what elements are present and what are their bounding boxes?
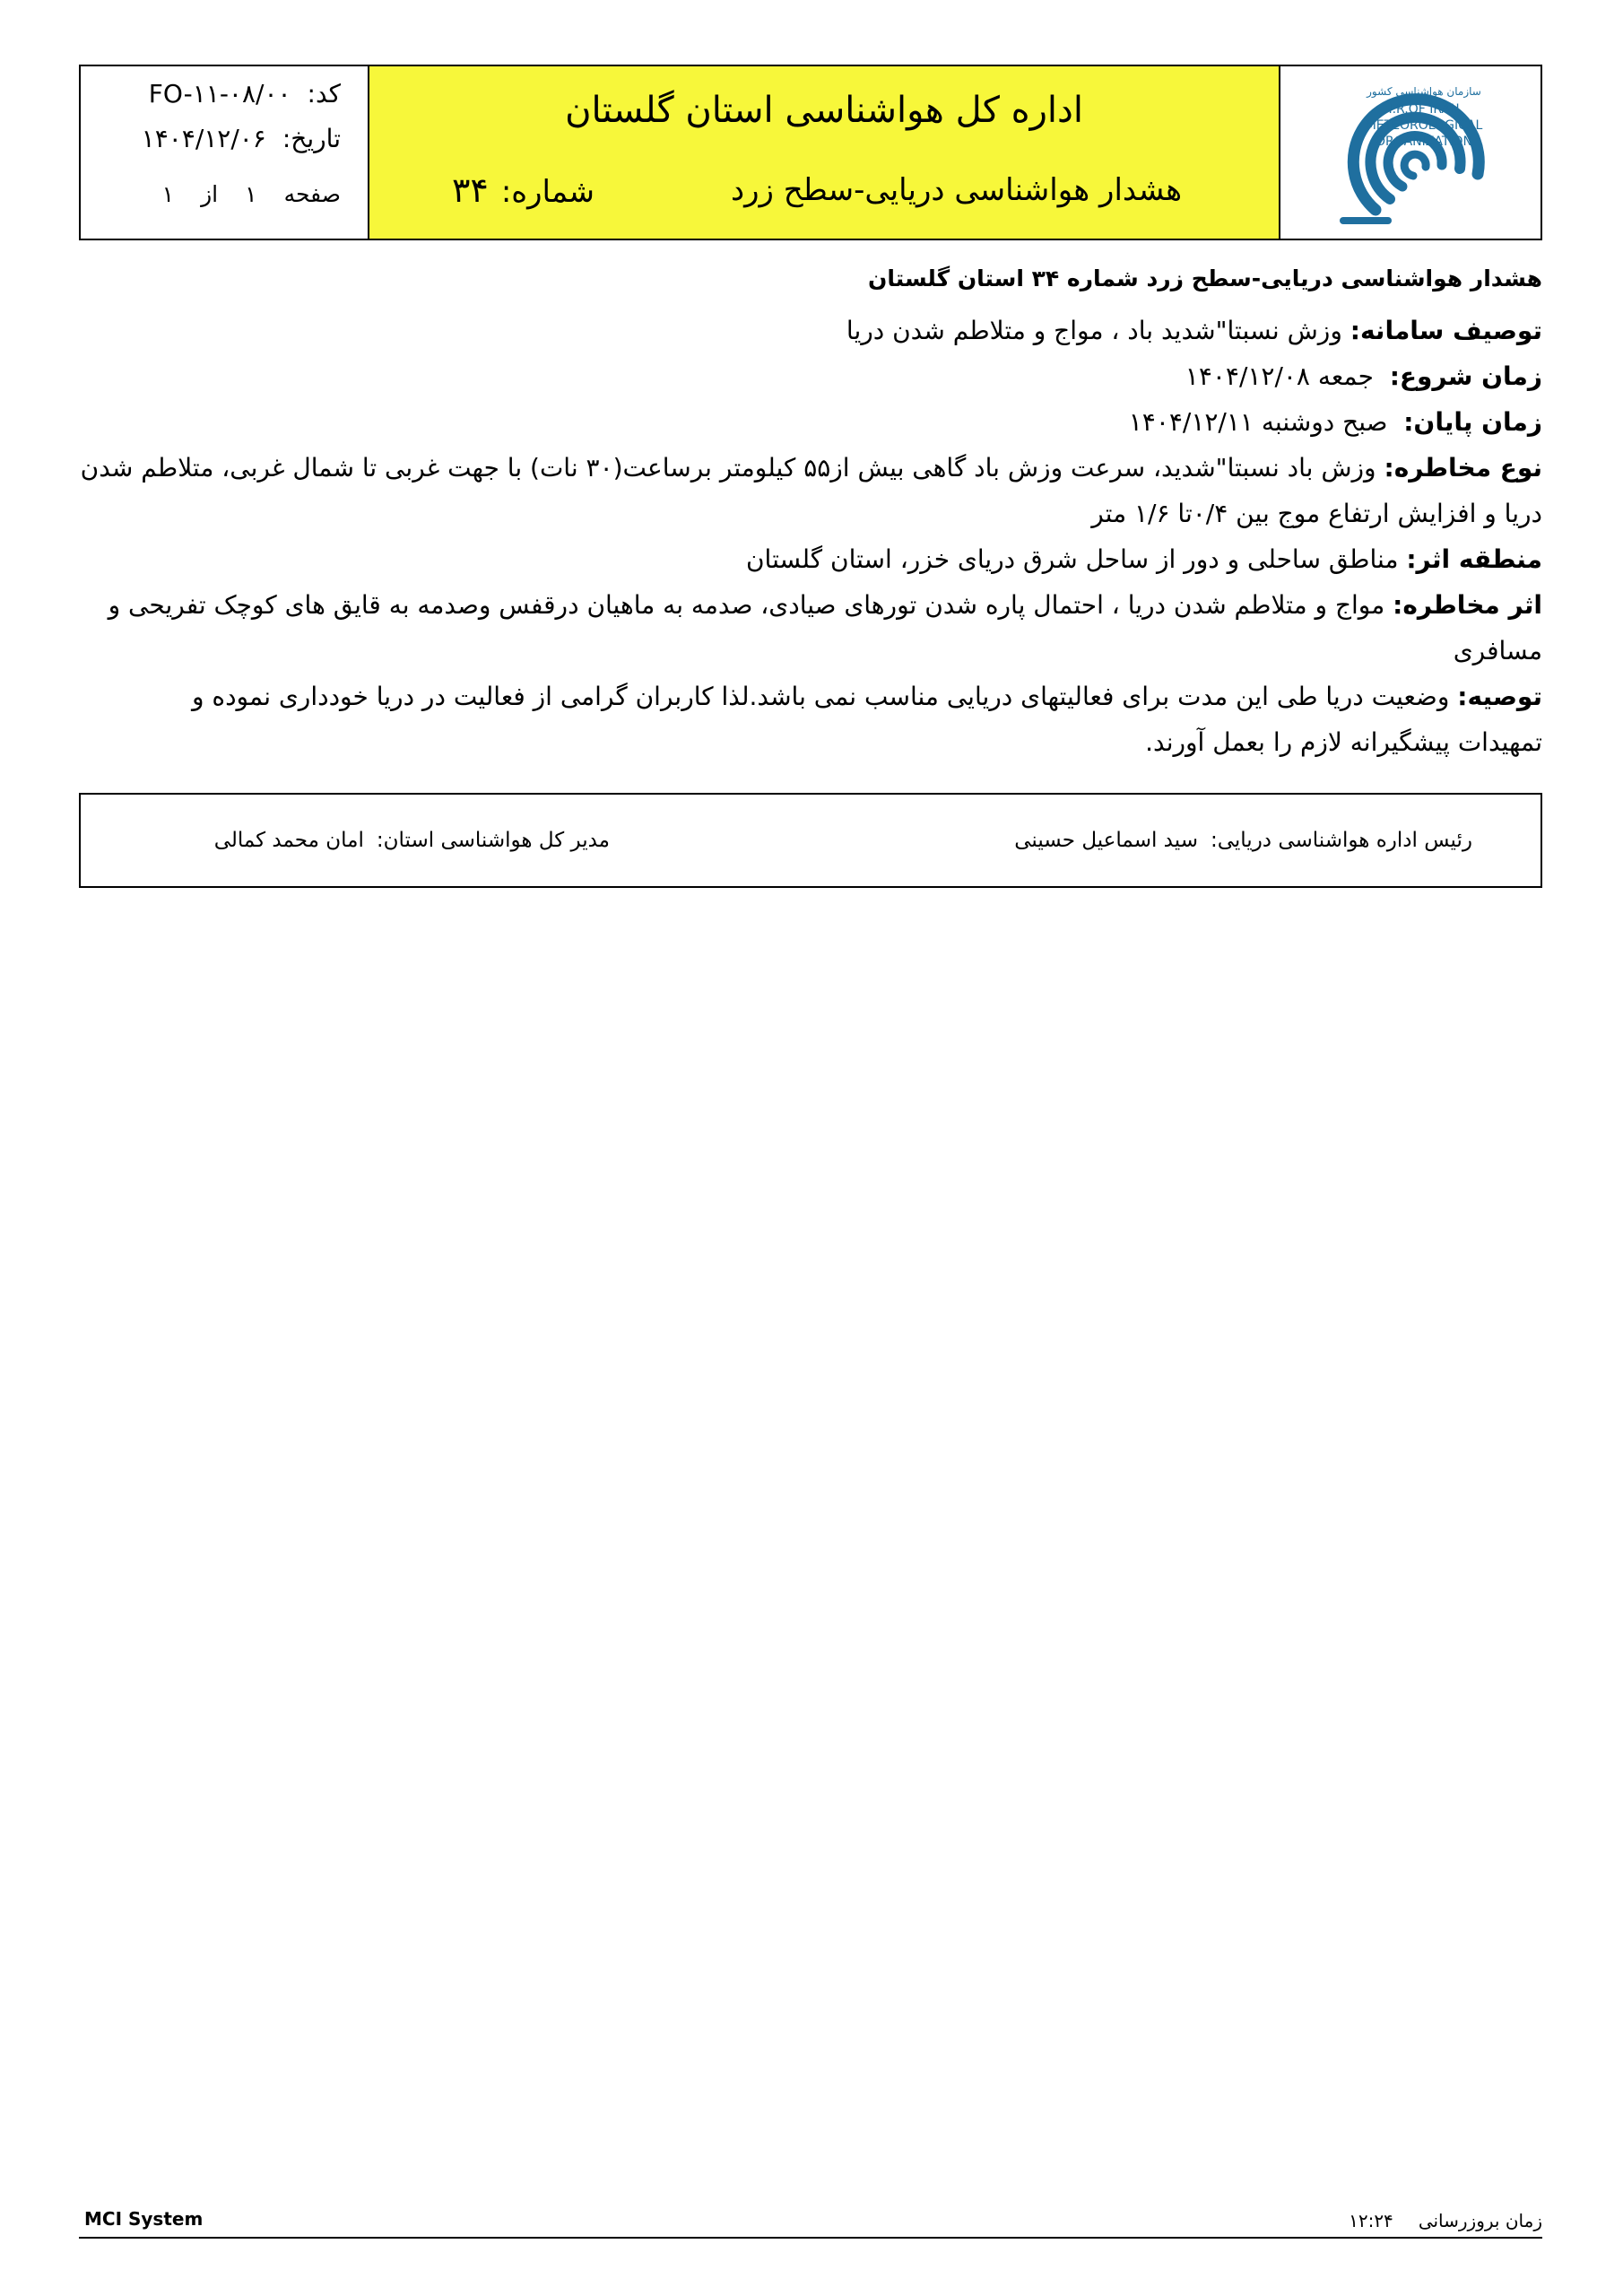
form-code-label: کد: <box>307 79 341 109</box>
system-description <box>79 308 1542 353</box>
form-meta-cell <box>81 66 369 239</box>
end-label: زمان پایان: <box>1403 407 1542 437</box>
advice <box>133 674 1542 765</box>
update-label: زمان بروزرسانی <box>1418 2210 1542 2231</box>
area-label: منطقه اثر: <box>1406 544 1542 574</box>
title-cell <box>369 66 1280 239</box>
system-text: وزش نسبتا"شدید باد ، مواج و متلاطم شدن دریا <box>846 316 1342 345</box>
page-indicator <box>135 181 341 207</box>
number-value: ۳۴ <box>452 170 489 210</box>
org-title: اداره کل هواشناسی استان گلستان <box>565 90 1083 131</box>
page-current: ۱ <box>245 181 257 207</box>
effect-label: اثر مخاطره: <box>1393 590 1542 620</box>
page-total: ۱ <box>161 181 175 207</box>
effect-text: مواج و متلاطم شدن دریا ، احتمال پاره شدن تورهای صیادی، صدمه به ماهیان درقفس وصدمه به قایق های کوچک تفریحی و مسافری <box>108 590 1542 665</box>
start-text: جمعه ۱۴۰۴/۱۲/۰۸ <box>1185 361 1374 391</box>
end-time <box>79 399 1542 445</box>
hazard-label: نوع مخاطره: <box>1384 453 1542 483</box>
impact-area <box>79 536 1542 582</box>
page-of: از <box>201 181 219 207</box>
footer-update-time <box>1349 2210 1542 2231</box>
document-heading: هشدار هواشناسی دریایی-سطح زرد شماره ۳۴ استان گلستان <box>868 265 1542 291</box>
form-date-value: ۱۴۰۴/۱۲/۰۶ <box>141 124 266 153</box>
footer-divider <box>79 2237 1542 2239</box>
logo-line-3: ORGANIZATION <box>1375 135 1473 149</box>
area-text: مناطق ساحلی و دور از ساحل شرق دریای خزر، استان گلستان <box>745 544 1399 574</box>
warning-title: هشدار هواشناسی دریایی-سطح زرد <box>730 172 1182 208</box>
hazard-effect <box>34 582 1542 674</box>
warning-body <box>79 260 1542 765</box>
update-time: ۱۲:۲۴ <box>1349 2210 1393 2231</box>
marine-head-name: سید اسماعیل حسینی <box>1014 829 1198 852</box>
marine-head-label: رئیس اداره هواشناسی دریایی: <box>1210 829 1472 852</box>
logo-line-1: I.R.OF IRAN <box>1388 102 1460 117</box>
director-signature <box>214 829 610 852</box>
director-label: مدیر کل هواشناسی استان: <box>376 829 610 852</box>
form-date <box>142 124 341 153</box>
advice-text: وضعیت دریا طی این مدت برای فعالیتهای دریایی مناسب نمی باشد.لذا کاربران گرامی از فعالیت در دریا خودداری نموده و تمهیدات پیشگیرانه لازم را بعمل آورند. <box>191 682 1542 757</box>
end-text: صبح دوشنبه ۱۴۰۴/۱۲/۱۱ <box>1128 407 1388 437</box>
signature-box <box>79 793 1542 888</box>
form-code <box>149 79 341 109</box>
number-label: شماره: <box>500 174 595 210</box>
hazard-text: وزش باد نسبتا"شدید، سرعت وزش باد گاهی بیش از۵۵ کیلومتر برساعت(۳۰ نات) با جهت غربی تا شمال غربی، متلاطم شدن دریا و افزایش ارتفاع موج بین ۰/۴تا ۱/۶ متر <box>80 453 1542 528</box>
hazard-type <box>79 445 1542 536</box>
form-date-label: تاریخ: <box>282 124 341 153</box>
advice-label: توصیه: <box>1457 682 1542 711</box>
page-label: صفحه <box>283 181 341 207</box>
meteorological-organization-logo <box>1289 75 1532 233</box>
system-label: توصیف سامانه: <box>1350 316 1542 345</box>
start-label: زمان شروع: <box>1389 361 1542 391</box>
logo-cell <box>1280 66 1541 239</box>
footer-system-name: MCI System <box>84 2208 204 2230</box>
form-code-value: FO-۱۱-۰۸/۰۰ <box>148 79 291 109</box>
director-name: امان محمد کمالی <box>213 829 364 852</box>
start-time <box>79 353 1542 399</box>
document-header <box>79 65 1542 240</box>
logo-line-2: METEOROLOGICAL <box>1365 118 1483 133</box>
logo-name-fa: سازمان هواشناسی کشور <box>1367 85 1481 98</box>
marine-head-signature <box>1014 829 1472 852</box>
warning-number <box>452 170 595 210</box>
